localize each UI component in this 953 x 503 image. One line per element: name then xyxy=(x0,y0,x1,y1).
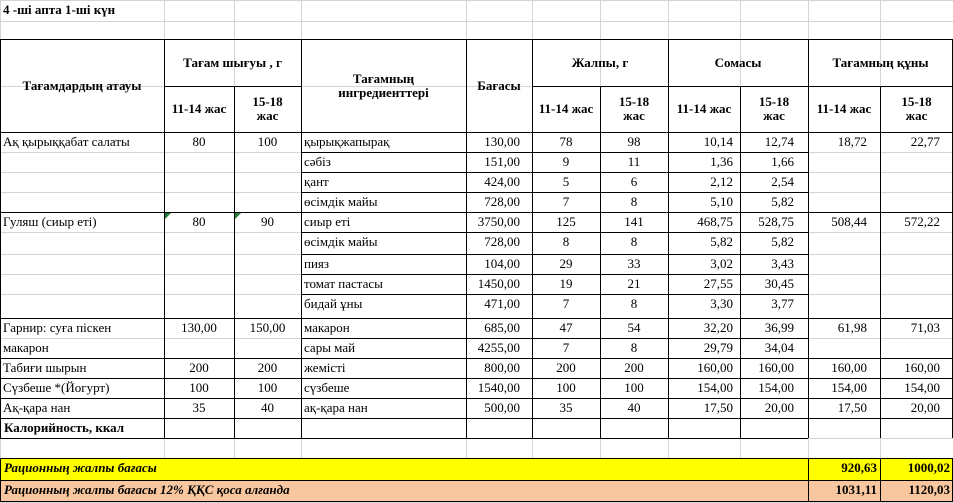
ingredient-price: 151,00 xyxy=(484,154,520,169)
header-gross: Жалпы, г xyxy=(571,54,629,70)
cost-15-18 xyxy=(880,175,940,191)
header-cost: Тағамның құны xyxy=(832,54,929,70)
header-age-11-14: 11-14 жас xyxy=(816,101,872,116)
ingredient-name: сары май xyxy=(304,340,356,355)
ingredient-price: 1450,00 xyxy=(477,276,520,291)
yield-11-14: 100 xyxy=(189,380,209,395)
sum-11-14: 5,82 xyxy=(710,234,733,249)
sum-15-18: 3,43 xyxy=(771,256,794,271)
border-h xyxy=(0,212,953,213)
dish-name xyxy=(3,257,162,273)
header-age-11-14: 11-14 жас xyxy=(171,101,227,116)
header-age-15-18: 15-18 жас xyxy=(901,94,932,123)
cost-11-14: 61,98 xyxy=(837,320,867,335)
cost-15-18: 160,00 xyxy=(904,360,940,375)
ingredient-name: өсімдік майы xyxy=(304,194,378,209)
gross-11-14: 125 xyxy=(556,214,576,229)
ingredient-price: 728,00 xyxy=(484,234,520,249)
yield-15-18 xyxy=(234,155,301,171)
gross-11-14: 9 xyxy=(562,154,570,169)
dish-name: Ақ-қара нан xyxy=(3,400,71,415)
border-h xyxy=(0,398,953,399)
yield-11-14 xyxy=(164,235,234,251)
yield-11-14: 80 xyxy=(192,134,206,149)
sum-15-18: 5,82 xyxy=(771,234,794,249)
cost-11-14 xyxy=(808,297,867,313)
sum-15-18: 528,75 xyxy=(758,214,794,229)
ingredient-price: 471,00 xyxy=(484,296,520,311)
gross-15-18: 33 xyxy=(627,256,641,271)
border-h xyxy=(301,152,808,153)
sum-11-14: 3,02 xyxy=(710,256,733,271)
dish-name: Гуляш (сиыр еті) xyxy=(3,214,97,229)
gross-11-14: 5 xyxy=(562,174,570,189)
cost-15-18: 572,22 xyxy=(904,214,940,229)
yield-15-18: 150,00 xyxy=(249,320,286,335)
gross-11-14: 100 xyxy=(556,380,576,395)
gross-11-14: 78 xyxy=(559,134,573,149)
yield-11-14 xyxy=(164,277,234,293)
sum-15-18: 5,82 xyxy=(771,194,794,209)
ingredient-price: 1540,00 xyxy=(477,380,520,395)
dish-name xyxy=(3,277,162,293)
cost-15-18: 20,00 xyxy=(910,400,940,415)
ingredient-price: 800,00 xyxy=(484,360,520,375)
sum-11-14: 468,75 xyxy=(697,214,733,229)
sum-15-18: 154,00 xyxy=(758,380,794,395)
sum-15-18: 30,45 xyxy=(764,276,794,291)
gross-11-14: 7 xyxy=(562,194,570,209)
gross-15-18: 8 xyxy=(630,234,638,249)
gross-15-18: 8 xyxy=(630,194,638,209)
gridline-h xyxy=(0,0,953,1)
ingredient-price: 424,00 xyxy=(484,174,520,189)
border-h xyxy=(0,480,953,481)
yield-11-14: 200 xyxy=(189,360,209,375)
gridline-h xyxy=(0,21,953,22)
gross-15-18: 11 xyxy=(627,154,641,169)
header-dish-name: Тағамдардың атауы xyxy=(22,77,142,93)
cost-11-14 xyxy=(808,175,867,191)
ingredient-name: бидай ұны xyxy=(304,296,363,311)
yield-15-18: 100 xyxy=(257,380,278,395)
ingredient-price: 4255,00 xyxy=(477,340,520,355)
border-h xyxy=(301,294,808,295)
cost-11-14 xyxy=(808,277,867,293)
gross-11-14: 47 xyxy=(559,320,573,335)
cost-15-18 xyxy=(880,341,940,357)
vat-cost-15-18: 1120,03 xyxy=(908,482,950,497)
gross-15-18: 98 xyxy=(627,134,641,149)
sum-15-18: 2,54 xyxy=(771,174,794,189)
dish-name xyxy=(3,297,162,313)
sum-15-18: 1,66 xyxy=(771,154,794,169)
gross-15-18: 141 xyxy=(624,214,644,229)
yield-15-18: 100 xyxy=(257,134,278,149)
cost-11-14: 154,00 xyxy=(831,380,867,395)
header-age-15-18: 15-18 жас xyxy=(618,94,650,123)
dish-name xyxy=(3,175,162,191)
border-v xyxy=(0,458,1,502)
header-age-15-18: 15-18 жас xyxy=(252,94,283,123)
cost-11-14: 160,00 xyxy=(831,360,867,375)
sum-15-18: 20,00 xyxy=(764,400,794,415)
sum-15-18: 36,99 xyxy=(764,320,794,335)
yield-15-18: 200 xyxy=(257,360,278,375)
ingredient-price: 728,00 xyxy=(484,194,520,209)
ingredient-name: қырықжапырақ xyxy=(304,134,390,149)
ingredient-name: сүзбеше xyxy=(304,380,350,395)
dish-name: Гарнир: суға піскен xyxy=(3,320,112,335)
sum-11-14: 5,10 xyxy=(710,194,733,209)
header-age-11-14: 11-14 жас xyxy=(538,101,594,116)
sum-11-14: 10,14 xyxy=(703,134,733,149)
sum-11-14: 27,55 xyxy=(703,276,733,291)
cost-11-14 xyxy=(808,195,867,211)
vat-cost-11-14: 1031,11 xyxy=(835,482,877,497)
border-h xyxy=(301,338,808,339)
yield-11-14 xyxy=(164,257,234,273)
gross-11-14: 8 xyxy=(562,234,570,249)
cost-11-14 xyxy=(808,235,867,251)
ingredient-price: 130,00 xyxy=(484,134,520,149)
border-h xyxy=(301,274,808,275)
dish-name: Табиғи шырын xyxy=(3,360,87,375)
border-h xyxy=(0,418,953,419)
sum-15-18: 160,00 xyxy=(758,360,794,375)
sum-11-14: 2,12 xyxy=(710,174,733,189)
border-h xyxy=(301,254,808,255)
cost-11-14 xyxy=(808,341,867,357)
ingredient-name: ақ-қара нан xyxy=(304,400,368,415)
sum-11-14: 154,00 xyxy=(697,380,733,395)
cost-15-18: 71,03 xyxy=(910,320,940,335)
sum-11-14: 29,79 xyxy=(703,340,733,355)
header-age-11-14: 11-14 жас xyxy=(676,101,732,116)
gross-11-14: 7 xyxy=(562,340,570,355)
dish-name xyxy=(3,235,162,251)
yield-11-14 xyxy=(164,195,234,211)
cost-15-18 xyxy=(880,277,940,293)
total-cost-11-14: 920,63 xyxy=(841,460,877,475)
cost-15-18 xyxy=(880,155,940,171)
border-h xyxy=(0,458,953,459)
border-h xyxy=(0,318,953,319)
sum-11-14: 160,00 xyxy=(697,360,733,375)
cost-11-14: 508,44 xyxy=(831,214,867,229)
yield-15-18 xyxy=(234,277,301,293)
yield-11-14: 80 xyxy=(192,214,206,229)
yield-15-18 xyxy=(234,341,301,357)
gross-15-18: 100 xyxy=(624,380,644,395)
cost-15-18 xyxy=(880,297,940,313)
yield-11-14: 130,00 xyxy=(181,320,217,335)
yield-15-18 xyxy=(234,175,301,191)
cost-15-18: 154,00 xyxy=(904,380,940,395)
gross-11-14: 200 xyxy=(556,360,576,375)
ingredient-name: сиыр еті xyxy=(304,214,351,229)
ingredient-name: өсімдік майы xyxy=(304,234,378,249)
cost-15-18 xyxy=(880,257,940,273)
gross-15-18: 6 xyxy=(630,174,638,189)
gross-11-14: 29 xyxy=(559,256,573,271)
cost-11-14: 18,72 xyxy=(837,134,867,149)
ingredient-name: қант xyxy=(304,174,329,189)
yield-11-14 xyxy=(164,297,234,313)
dish-name xyxy=(3,155,162,171)
header-yield: Тағам шығуы , г xyxy=(183,54,282,70)
yield-15-18 xyxy=(234,195,301,211)
dish-name: макарон xyxy=(3,340,49,355)
gross-15-18: 21 xyxy=(627,276,641,291)
ingredient-name: пияз xyxy=(304,256,330,271)
total-cost-15-18: 1000,02 xyxy=(907,460,950,475)
gross-11-14: 19 xyxy=(559,276,573,291)
sum-11-14: 1,36 xyxy=(710,154,733,169)
gross-11-14: 7 xyxy=(562,296,570,311)
yield-15-18 xyxy=(234,297,301,313)
yield-11-14 xyxy=(164,341,234,357)
border-h xyxy=(301,192,808,193)
yield-15-18 xyxy=(234,257,301,273)
cost-15-18: 22,77 xyxy=(910,134,940,149)
gross-15-18: 8 xyxy=(630,340,638,355)
cost-11-14 xyxy=(808,155,867,171)
sum-11-14: 32,20 xyxy=(703,320,733,335)
ingredient-price: 685,00 xyxy=(484,320,520,335)
yield-11-14 xyxy=(164,155,234,171)
ingredient-price: 3750,00 xyxy=(477,214,520,229)
gross-15-18: 200 xyxy=(624,360,644,375)
calories-label: Калорийность, ккал xyxy=(4,420,125,435)
sheet-title: 4 -ші апта 1-ші күн xyxy=(3,2,116,17)
ingredient-price: 104,00 xyxy=(484,256,520,271)
total-label: Рационның жалпы бағасы xyxy=(4,460,157,475)
header-sum: Сомасы xyxy=(714,54,762,70)
header-price: Бағасы xyxy=(477,77,521,93)
yield-11-14 xyxy=(164,175,234,191)
header-ingredients: Тағамның ингредиенттері xyxy=(338,70,429,100)
sum-11-14: 17,50 xyxy=(703,400,733,415)
border-h xyxy=(301,172,808,173)
gross-15-18: 40 xyxy=(627,400,641,415)
sum-15-18: 12,74 xyxy=(764,134,794,149)
gross-15-18: 8 xyxy=(630,296,638,311)
border-h xyxy=(301,232,808,233)
header-age-15-18: 15-18 жас xyxy=(758,94,790,123)
dish-name: Сүзбеше *(Йогурт) xyxy=(3,380,110,395)
sum-15-18: 3,77 xyxy=(771,296,794,311)
ingredient-name: сәбіз xyxy=(304,154,331,169)
yield-11-14: 35 xyxy=(192,400,206,415)
yield-15-18: 40 xyxy=(261,400,274,415)
ingredient-name: макарон xyxy=(304,320,350,335)
border-h xyxy=(0,438,808,439)
gross-15-18: 54 xyxy=(627,320,641,335)
cost-15-18 xyxy=(880,235,940,251)
cost-15-18 xyxy=(880,195,940,211)
cost-11-14 xyxy=(808,257,867,273)
border-h xyxy=(0,358,953,359)
yield-15-18 xyxy=(234,235,301,251)
vat-label: Рационның жалпы бағасы 12% ҚҚС қоса алғанда xyxy=(4,482,290,497)
border-h xyxy=(0,378,953,379)
cost-11-14: 17,50 xyxy=(837,400,867,415)
ingredient-name: жемісті xyxy=(304,360,346,375)
dish-name xyxy=(3,195,162,211)
yield-15-18: 90 xyxy=(261,214,274,229)
dish-name: Ақ қырыққабат салаты xyxy=(3,134,130,149)
ingredient-price: 500,00 xyxy=(484,400,520,415)
sum-11-14: 3,30 xyxy=(710,296,733,311)
sum-15-18: 34,04 xyxy=(764,340,794,355)
border-h xyxy=(0,132,953,133)
gross-11-14: 35 xyxy=(559,400,573,415)
ingredient-name: томат пастасы xyxy=(304,276,383,291)
